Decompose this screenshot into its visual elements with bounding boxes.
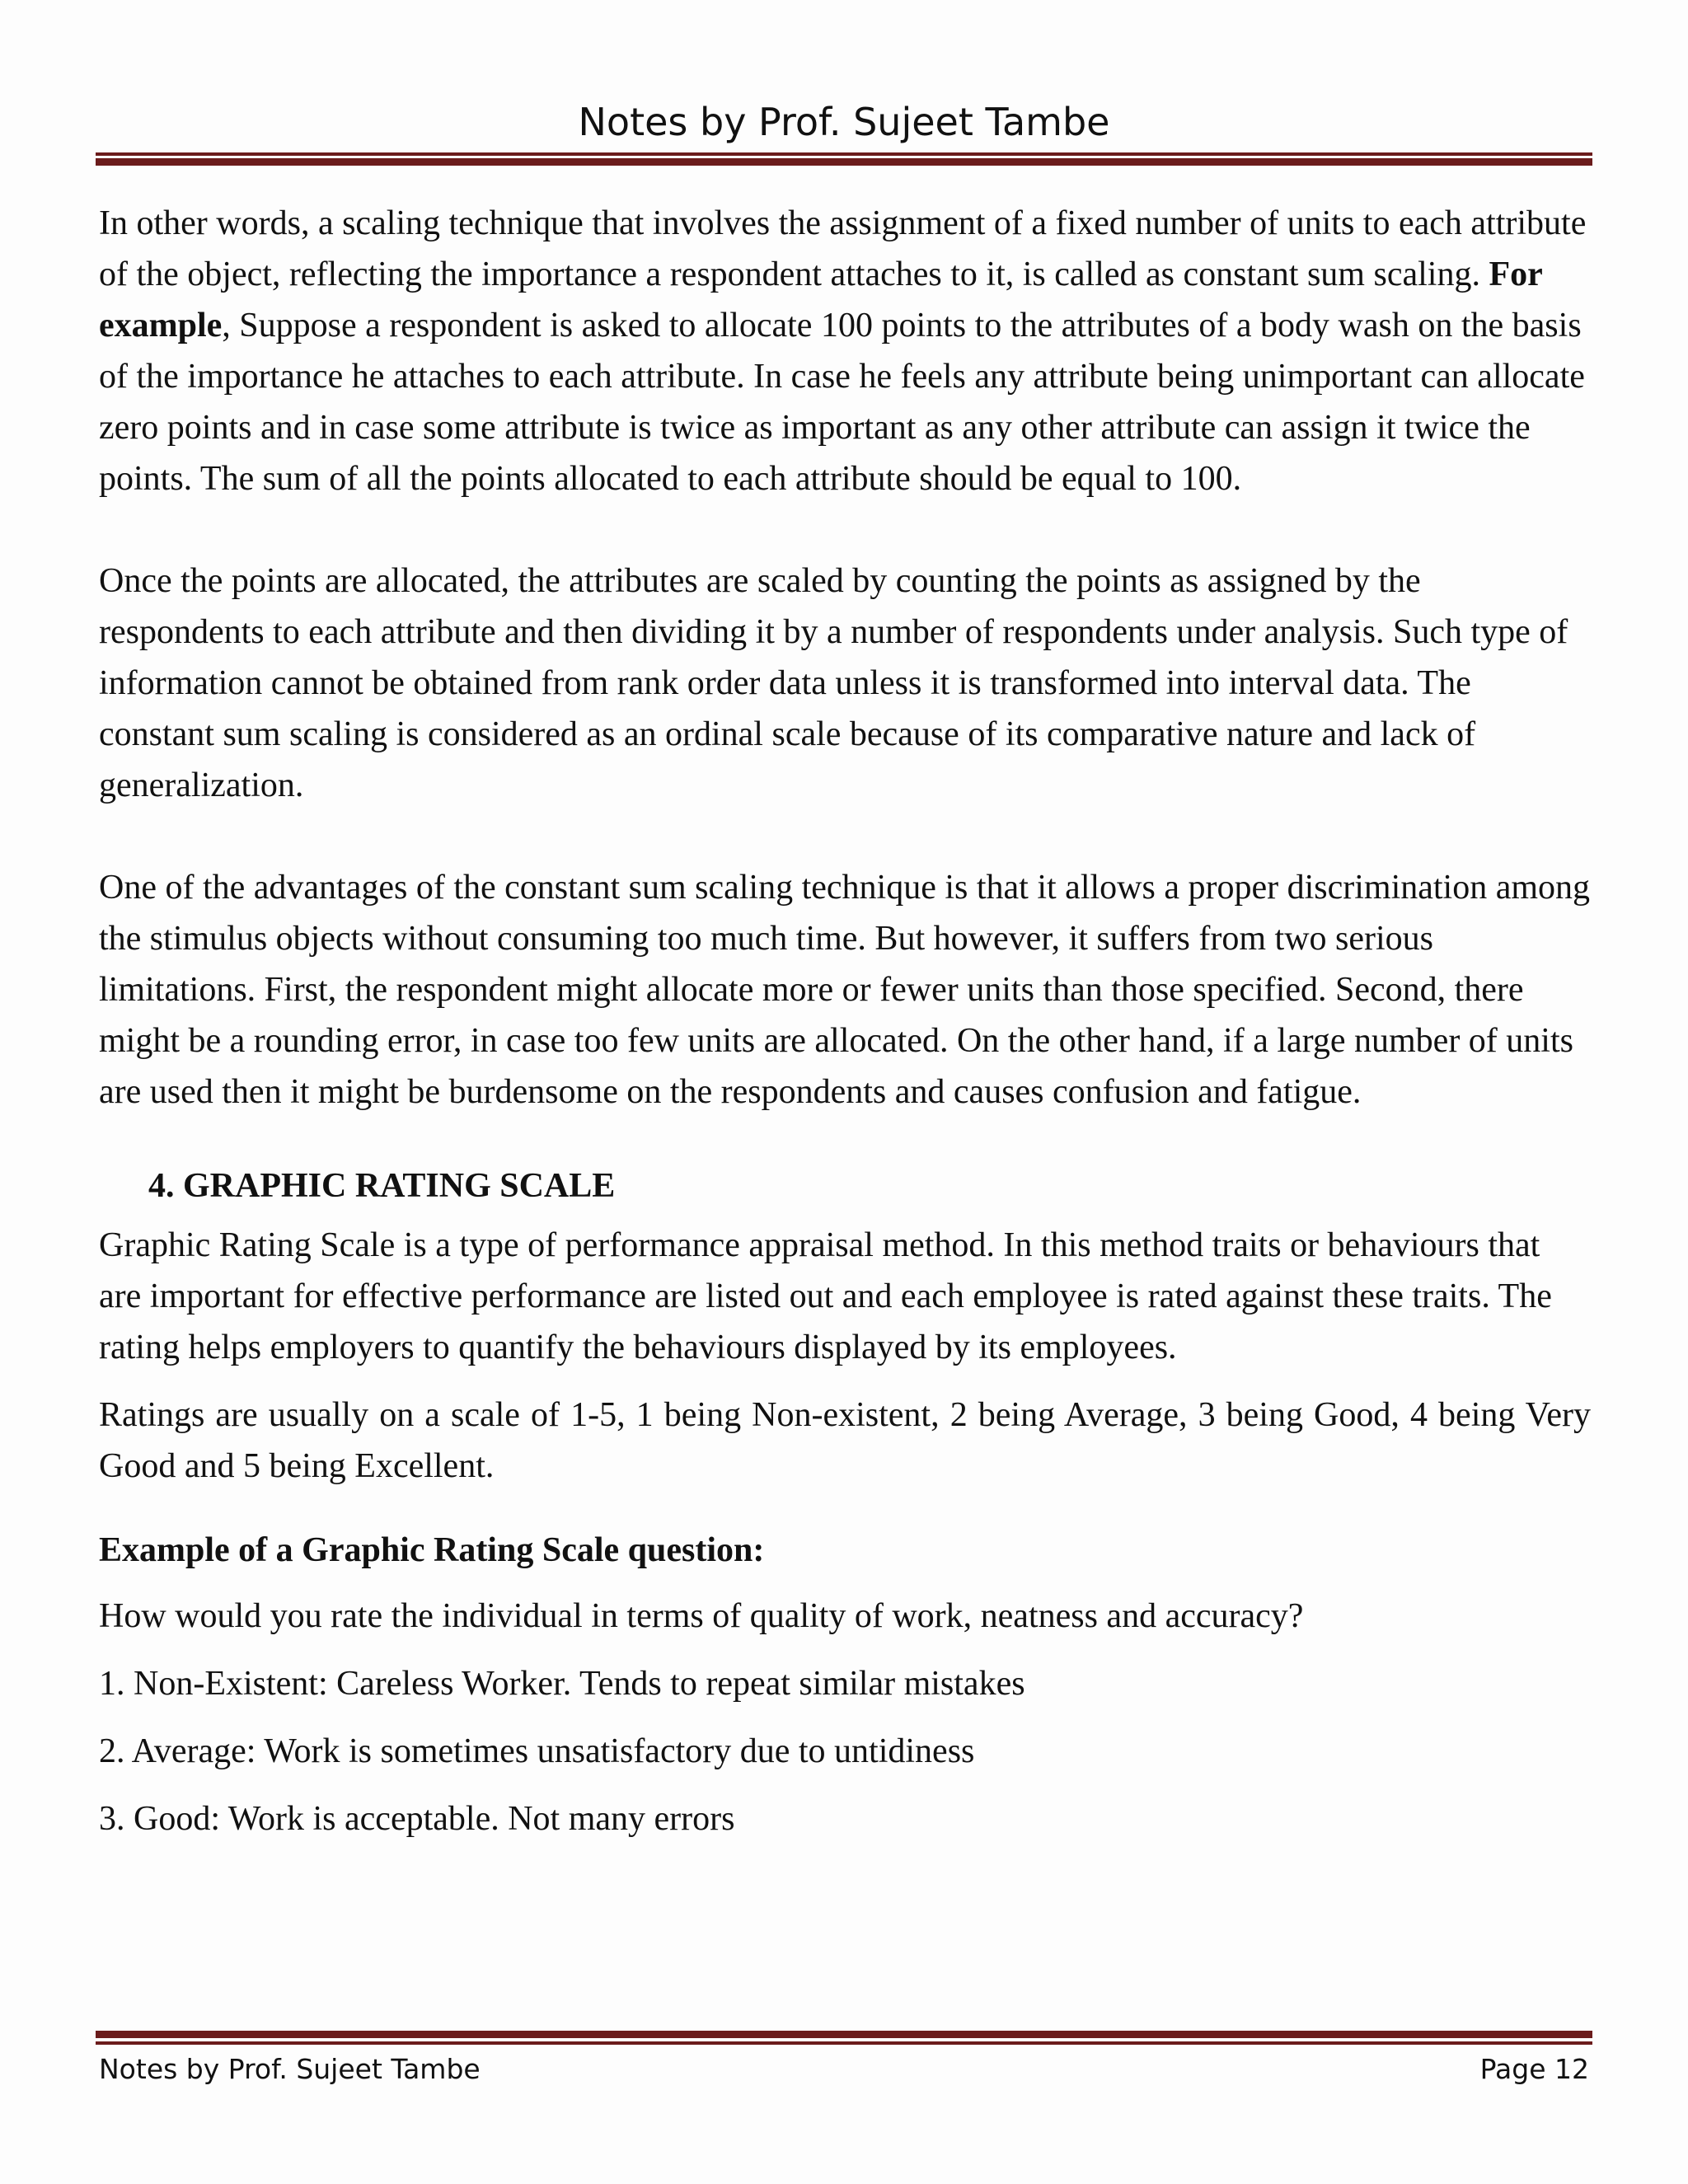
footer-rule-thick: [96, 2031, 1592, 2038]
paragraph-constant-sum-definition: [99, 198, 1591, 504]
example-question: How would you rate the individual in terms of quality of work, neatness and accuracy?: [99, 1597, 1304, 1635]
page-content: [99, 198, 1591, 1844]
paragraph-text: , Suppose a respondent is asked to allocate 100 points to the attributes of a body wash on the basis of the importance he attaches to each attribute. In case he feels any attribute being unimportant can allocate zero points and in case some attribute is twice as important as any other attribute can assign it twice the points. The sum of all the points allocated to each attribute should be equal to 100.: [99, 307, 1585, 498]
header-rule-thin: [96, 152, 1592, 156]
section-heading: 4. GRAPHIC RATING SCALE: [148, 1167, 616, 1205]
bold-phrase: For example: [99, 255, 1542, 344]
header-rule-thick: [96, 158, 1592, 166]
paragraph-graphic-rating-definition: Graphic Rating Scale is a type of performance appraisal method. In this method traits or behaviours that are important for effective performance are listed out and each employee is rated against these traits. The rating helps employers to quantify the behaviours displayed by its employees.: [99, 1226, 1552, 1366]
page-header-title: Notes by Prof. Sujeet Tambe: [578, 100, 1110, 144]
footer-page-number: Page 12: [1479, 2053, 1589, 2085]
list-item: 1. Non-Existent: Careless Worker. Tends to repeat similar mistakes: [99, 1665, 1025, 1703]
footer-rule-thin: [96, 2041, 1592, 2045]
example-heading: Example of a Graphic Rating Scale question:: [99, 1531, 765, 1569]
list-item: 3. Good: Work is acceptable. Not many errors: [99, 1800, 735, 1838]
list-item: 2. Average: Work is sometimes unsatisfactory due to untidiness: [99, 1732, 975, 1770]
paragraph-text: In other words, a scaling technique that involves the assignment of a fixed number of units to each attribute of the object, reflecting the importance a respondent attaches to it, is called as constant sum scaling.: [99, 204, 1587, 293]
paragraph-advantages-limitations: One of the advantages of the constant sum scaling technique is that it allows a proper discrimination among the stimulus objects without consuming too much time. But however, it suffers from two serious limitations. First, the respondent might allocate more or fewer units than those specified. Second, there might be a rounding error, in case too few units are allocated. On the other hand, if a large number of units are used then it might be burdensome on the respondents and causes confusion and fatigue.: [99, 869, 1591, 1111]
footer-author: Notes by Prof. Sujeet Tambe: [99, 2053, 481, 2085]
paragraph-rating-scale: Ratings are usually on a scale of 1-5, 1 being Non-existent, 2 being Average, 3 being Good, 4 being Very Good and 5 being Excellent.: [99, 1396, 1591, 1485]
paragraph-scaling-process: Once the points are allocated, the attributes are scaled by counting the points as assigned by the respondents to each attribute and then dividing it by a number of respondents under analysis. Such type of information cannot be obtained from rank order data unless it is transformed into interval data. The constant sum scaling is considered as an ordinal scale because of its comparative nature and lack of generalization.: [99, 562, 1568, 804]
